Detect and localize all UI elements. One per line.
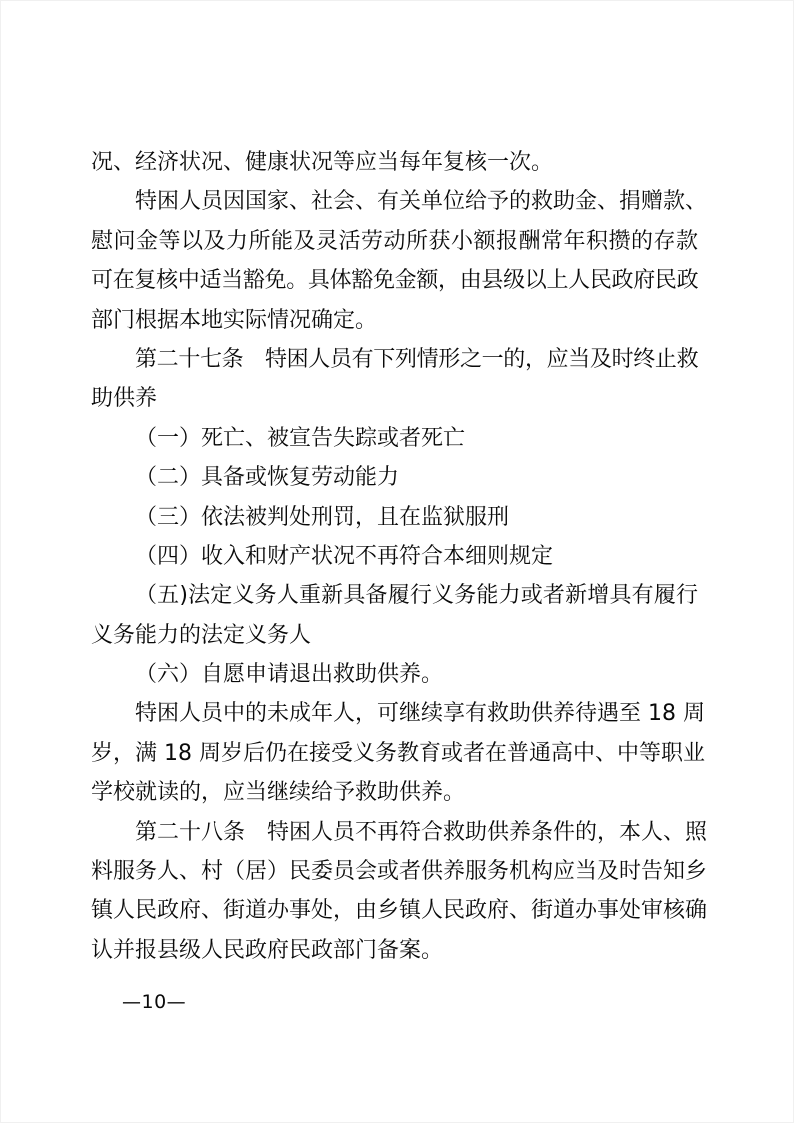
body-line-list-item: （六）自愿申请退出救助供养。	[135, 662, 444, 688]
body-line-list-item: （三）依法被判处刑罚，且在监狱服刑	[135, 504, 510, 530]
body-line: 可在复核中适当豁免。具体豁免金额，由县级以上人民政府民政	[91, 268, 698, 294]
page-number: —10—	[122, 991, 187, 1013]
body-line-list-item: （五)法定义务人重新具备履行义务能力或者新增具有履行	[135, 583, 698, 609]
body-line: 学校就读的，应当继续给予救助供养。	[91, 780, 466, 806]
body-line: 认并报县级人民政府民政部门备案。	[91, 937, 444, 963]
body-line: 岁，满 18 周岁后仍在接受义务教育或者在普通高中、中等职业	[91, 740, 705, 766]
body-line-list-item: （四）收入和财产状况不再符合本细则规定	[135, 543, 554, 569]
body-line: 第二十七条 特困人员有下列情形之一的，应当及时终止救	[135, 346, 698, 372]
body-line: 镇人民政府、街道办事处，由乡镇人民政府、街道办事处审核确	[91, 898, 708, 924]
body-line-list-item: （一）死亡、被宣告失踪或者死亡	[135, 425, 466, 451]
body-line-list-item: （二）具备或恢复劳动能力	[135, 465, 400, 491]
body-line: 料服务人、村（居）民委员会或者供养服务机构应当及时告知乡	[91, 859, 708, 885]
body-line: 助供养	[91, 386, 158, 412]
body-line: 特困人员中的未成年人，可继续享有救助供养待遇至 18 周	[135, 701, 705, 727]
body-line: 况、经济状况、健康状况等应当每年复核一次。	[91, 150, 554, 175]
body-line: 特困人员因国家、社会、有关单位给予的救助金、捐赠款、	[135, 189, 708, 215]
body-line: 慰问金等以及力所能及灵活劳动所获小额报酬常年积攒的存款	[91, 228, 698, 254]
body-line: 义务能力的法定义务人	[91, 622, 312, 648]
body-line: 部门根据本地实际情况确定。	[91, 307, 378, 333]
document-body	[91, 143, 708, 970]
body-line: 第二十八条 特困人员不再符合救助供养条件的，本人、照	[135, 819, 708, 845]
